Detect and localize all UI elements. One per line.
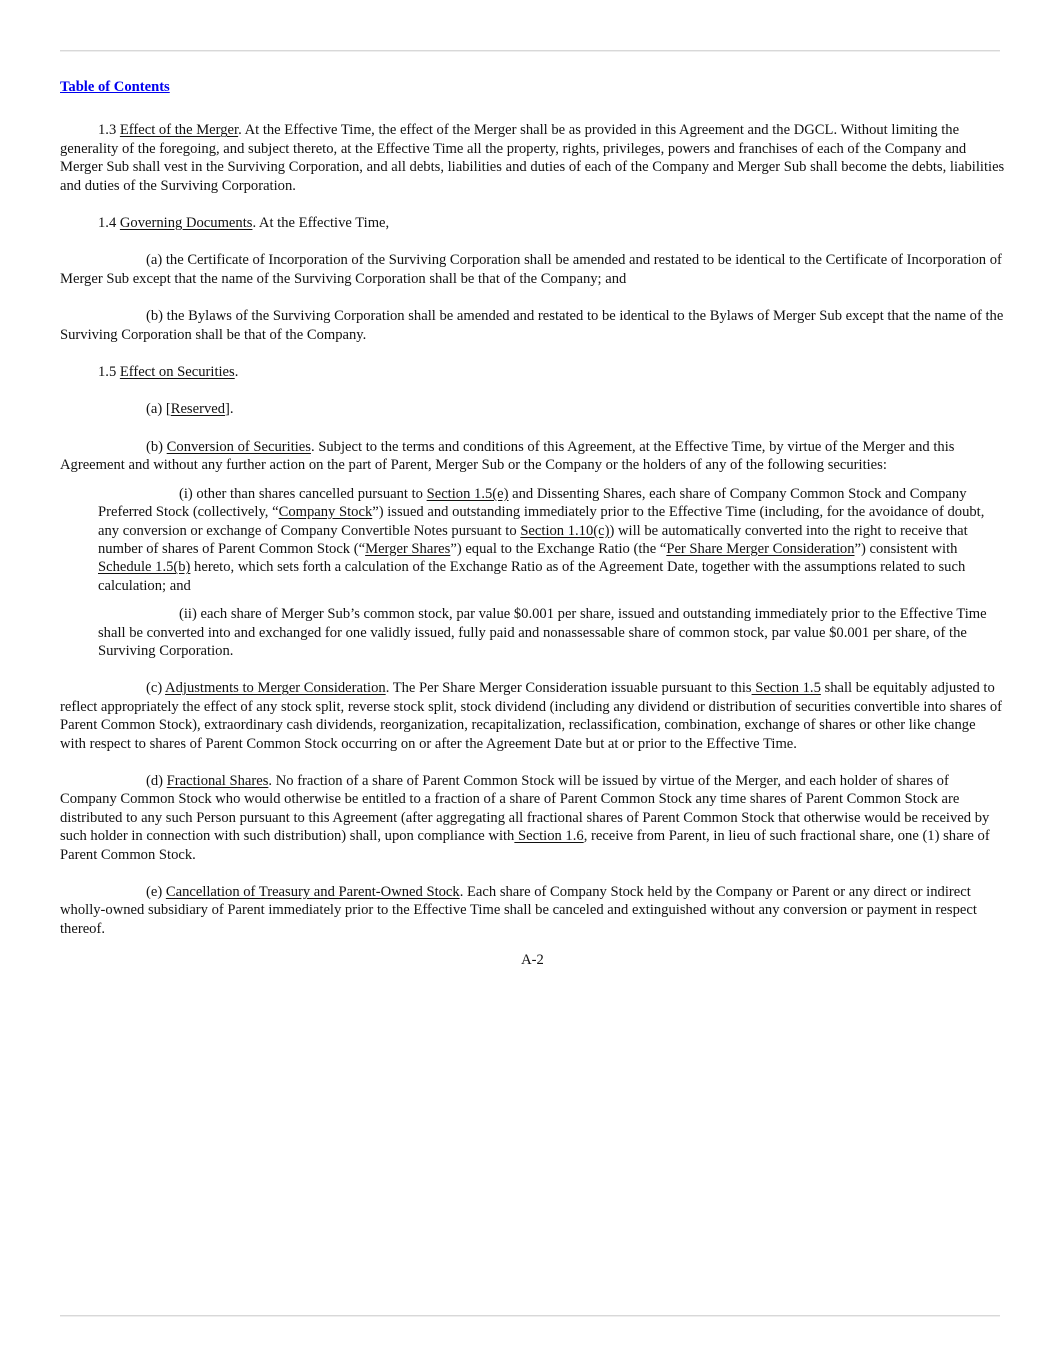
clause-text: ”) consistent with [854,540,958,557]
section-title: Effect on Securities [119,364,235,381]
table-of-contents-link[interactable]: Table of Contents [60,79,170,95]
defined-term: Per Share Merger Consideration [666,540,855,557]
clause-text: shall be equitably adjusted to reflect appropriately the effect of any stock split, reverse stock split, stock dividend (including any dividend or distribution of securities convertible into shares of Parent Common Stock), extraordinary cash dividends, reorganization, recapitalization, reclassification, combination, exchange of shares or other like change with respect to shares of Parent Common Stock occurring on or after the Agreement Date but at or prior to the Effective Time. [60,680,1002,752]
section-title: Effect of the Merger [119,122,239,139]
section-text: . At the Effective Time, the effect of the Merger shall be as provided in this Agreement and the DGCL. Without limiting the generality of the foregoing, and subject thereto, at the Effective Time all the property, rights, privileges, powers and franchises of each of the Company and Merger Sub shall vest in the Surviving Corporation, and all debts, liabilities and duties of each of the Company and Merger Sub shall become the debts, liabilities and duties of the Surviving Corporation. [60,122,1005,194]
section-1-5-b-ii: (ii) each share of Merger Sub’s common stock, par value $0.001 per share, issued and outstanding immediately prior to the Effective Time shall be converted into and exchanged for one validly issued, fully paid and nonassessable share of common stock, par value $0.001 per share, of the Surviving Corporation. [98,606,987,659]
clause-text: ”) issued and outstanding immediately prior to the Effective Time (including, for the avoidance of doubt, any conversion or exchange of Company Convertible Notes pursuant to [98,504,985,539]
section-1-5-b [60,438,1005,475]
section-1-5-d [60,772,1005,864]
clause-text: , receive from Parent, in lieu of such fractional share, one (1) share of Parent Common Stock. [60,828,990,863]
clause-text: and Dissenting Shares, each share of Company Common Stock and Company Preferred Stock (collectively, “ [98,485,967,521]
section-1-5-e [60,883,1005,938]
document-page [60,78,1005,970]
punctuation: . [234,364,239,381]
section-1-3 [60,121,1005,195]
clause-label: (e) [146,884,166,900]
section-1-5-b-i [60,485,1005,595]
cross-reference: Schedule 1.5(b) [98,559,191,576]
cross-reference: Section 1.6 [514,828,584,845]
clause-text: . The Per Share Merger Consideration issuable pursuant to this [385,680,752,697]
section-text: . At the Effective Time, [252,215,390,232]
top-divider [60,50,1000,51]
page-number: A-2 [521,952,544,969]
clause-title: Adjustments to Merger Consideration [165,680,386,697]
clause-label: (d) [146,772,167,789]
clause-title: Fractional Shares [166,772,269,789]
cross-reference: Section 1.10(c) [520,522,610,539]
clause-label: (b) [146,438,167,455]
section-1-4-b: (b) the Bylaws of the Surviving Corporation shall be amended and restated to be identical to the Bylaws of Merger Sub except that the name of the Surviving Corporation shall be that of the Company. [60,308,1004,343]
bottom-divider [60,1315,1000,1316]
section-number: 1.3 [98,122,120,139]
defined-term: Merger Shares [365,540,451,557]
cross-reference: Section 1.5 [751,680,821,697]
section-number: 1.5 [98,364,120,381]
section-1-4 [60,214,1005,232]
punctuation: ]. [225,401,234,418]
clause-text: . Subject to the terms and conditions of this Agreement, at the Effective Time, by virtue of the Merger and this Agreement and without any further action on the part of Parent, Merger Sub or the Company or the holders of any of the following securities: [60,438,955,474]
clause-label: (a) [ [146,401,171,418]
clause-label: (c) [146,680,166,697]
clause-title: Reserved [170,401,226,418]
clause-title: Cancellation of Treasury and Parent-Owned Stock [165,884,460,900]
clause-text: . No fraction of a share of Parent Common Stock will be issued by virtue of the Merger, and each holder of shares of Company Common Stock who would otherwise be entitled to a fraction of a share of Parent Common Stock any time shares of Parent Common Stock are distributed to any such Person pursuant to this Agreement (after aggregating all fractional shares of Parent Common Stock that otherwise would be received by such holder in connection with such distribution) shall, upon compliance with [60,772,990,845]
clause-text: ) will be automatically converted into the right to receive that number of shares of Parent Common Stock (“ [98,522,968,557]
clause-text: ”) equal to the Exchange Ratio (the “ [450,540,667,557]
clause-text: (i) other than shares cancelled pursuant to [179,485,427,502]
cross-reference: Section 1.5(e) [426,485,509,502]
section-title: Governing Documents [119,215,253,232]
clause-title: Conversion of Securities [166,438,311,455]
section-1-5-c [60,679,1005,753]
clause-text: . Each share of Company Stock held by the Company or Parent or any direct or indirect wholly-owned subsidiary of Parent immediately prior to the Effective Time shall be canceled and extinguished without any conversion or payment in respect thereof. [60,884,977,937]
clause-text: hereto, which sets forth a calculation of the Exchange Ratio as of the Agreement Date, together with the assumptions related to such calculation; and [98,559,966,594]
section-1-5-a [60,400,1005,418]
section-1-5 [60,363,1005,381]
defined-term: Company Stock [278,504,373,521]
section-1-4-a: (a) the Certificate of Incorporation of the Surviving Corporation shall be amended and restated to be identical to the Certificate of Incorporation of Merger Sub except that the name of the Surviving Corporation shall be that of the Company; and [60,252,1002,287]
section-number: 1.4 [98,215,120,232]
